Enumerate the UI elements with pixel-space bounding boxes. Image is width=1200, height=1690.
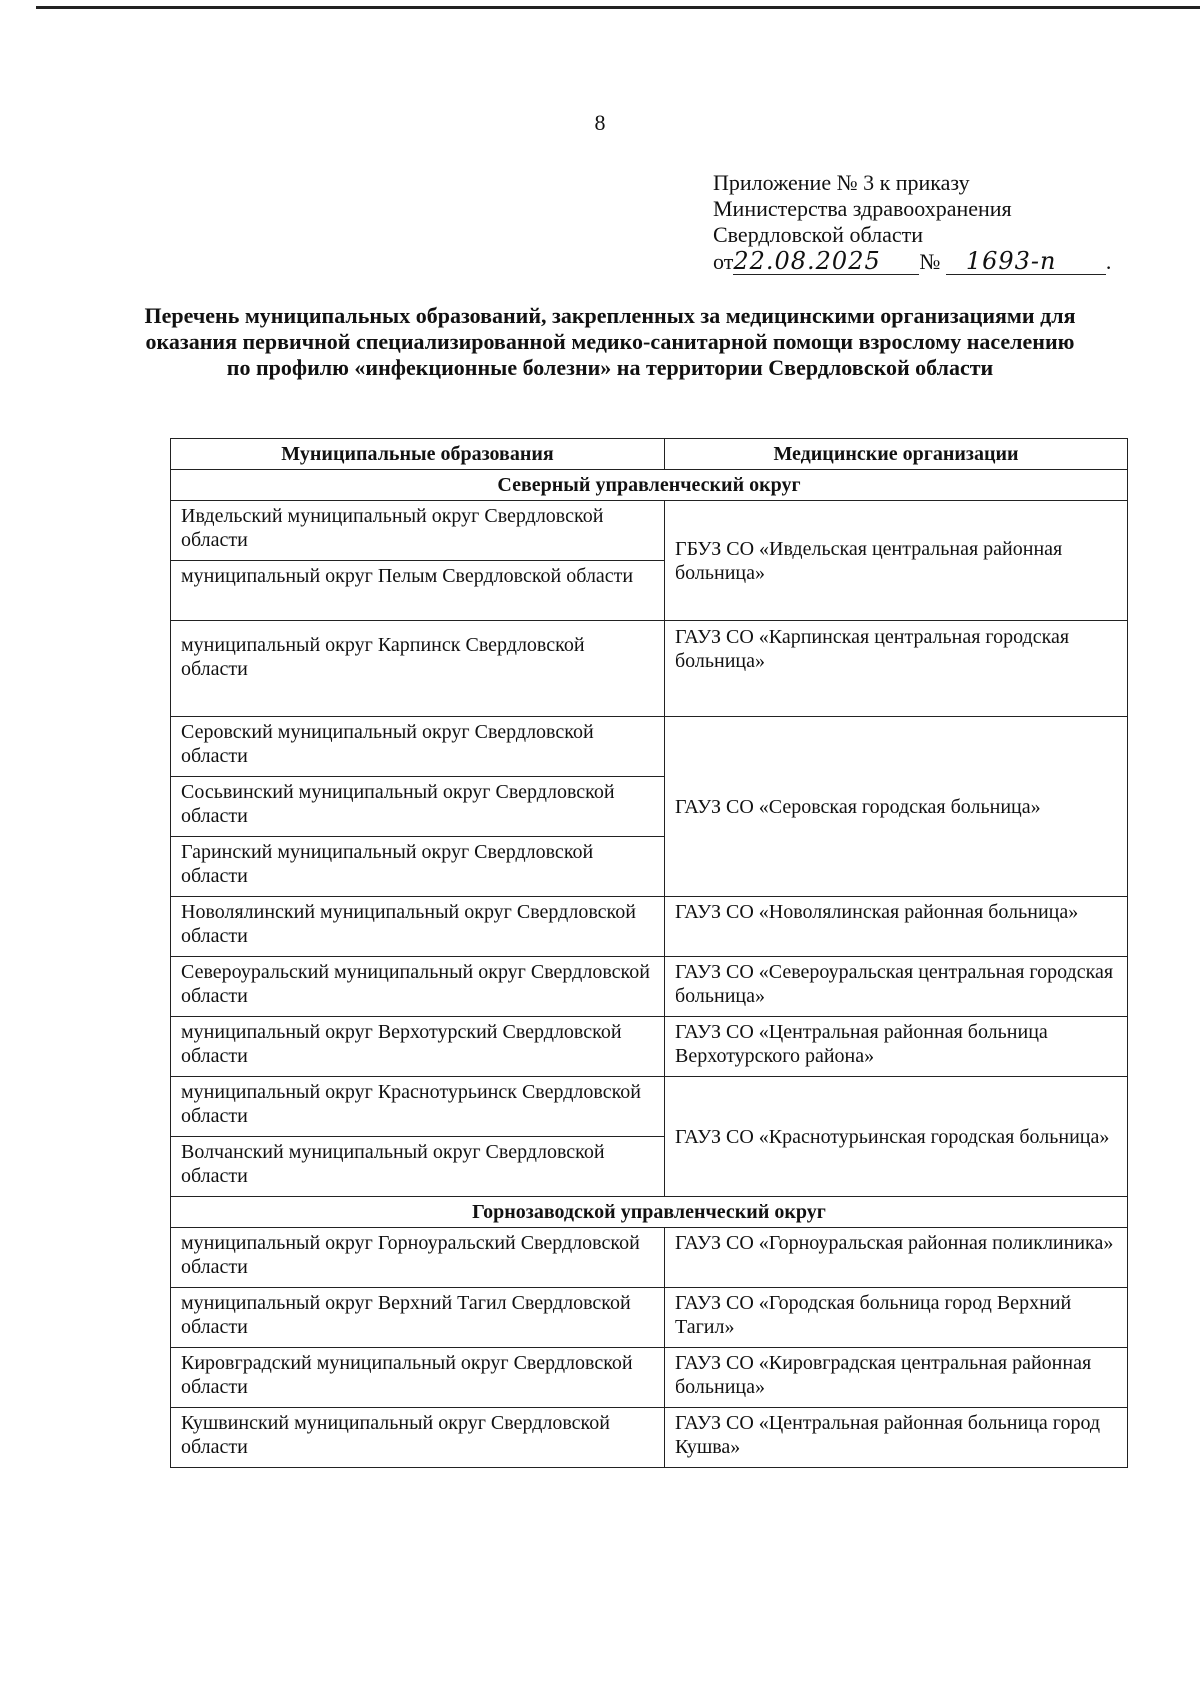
- table-row: [171, 1228, 1128, 1288]
- organization-cell: ГАУЗ СО «Центральная районная больница город Кушва»: [665, 1408, 1128, 1468]
- table-row: [171, 1017, 1128, 1077]
- table-row: [171, 957, 1128, 1017]
- appendix-line-2: Министерства здравоохранения: [713, 196, 1012, 221]
- district-row: [171, 1197, 1128, 1228]
- municipality-cell: Сосьвинский муниципальный округ Свердловской области: [171, 777, 665, 837]
- municipality-cell: Гаринский муниципальный округ Свердловской области: [171, 837, 665, 897]
- municipalities-table: [170, 438, 1128, 1468]
- table-row: [171, 1288, 1128, 1348]
- document-title: Перечень муниципальных образований, закрепленных за медицинскими организациями для оказания первичной специализированной медико-санитарной помощи взрослому населению по профилю «инфекционные болезни» на территории Свердловской области: [144, 303, 1076, 380]
- municipality-cell: Волчанский муниципальный округ Свердловской области: [171, 1137, 665, 1197]
- organization-cell: ГАУЗ СО «Горноуральская районная поликлиника»: [665, 1228, 1128, 1288]
- organization-cell: ГАУЗ СО «Краснотурьинская городская больница»: [665, 1077, 1128, 1197]
- municipality-cell: муниципальный округ Пелым Свердловской области: [171, 561, 665, 621]
- municipality-cell: муниципальный округ Верхотурский Свердловской области: [171, 1017, 665, 1077]
- end-dot: .: [1105, 249, 1112, 274]
- municipality-cell: Кировградский муниципальный округ Свердловской области: [171, 1348, 665, 1408]
- district-name: Северный управленческий округ: [171, 470, 1128, 501]
- table-row: [171, 1077, 1128, 1137]
- organization-cell: ГБУЗ СО «Ивдельская центральная районная больница»: [665, 501, 1128, 621]
- organization-cell: ГАУЗ СО «Серовская городская больница»: [665, 717, 1128, 897]
- district-name: Горнозаводской управленческий округ: [171, 1197, 1128, 1228]
- appendix-date-line: [713, 248, 1111, 275]
- municipality-cell: Ивдельский муниципальный округ Свердловской области: [171, 501, 665, 561]
- organization-cell: ГАУЗ СО «Новолялинская районная больница»: [665, 897, 1128, 957]
- organization-cell: ГАУЗ СО «Городская больница город Верхний Тагил»: [665, 1288, 1128, 1348]
- organization-cell: ГАУЗ СО «Североуральская центральная городская больница»: [665, 957, 1128, 1017]
- municipality-cell: Североуральский муниципальный округ Свердловской области: [171, 957, 665, 1017]
- municipality-cell: Кушвинский муниципальный округ Свердловской области: [171, 1408, 665, 1468]
- organization-cell: ГАУЗ СО «Карпинская центральная городская больница»: [665, 621, 1128, 717]
- table-row: [171, 1408, 1128, 1468]
- table-row: [171, 1348, 1128, 1408]
- district-row: [171, 470, 1128, 501]
- page-number: 8: [594, 110, 606, 135]
- appendix-line-3: Свердловской области: [713, 222, 923, 247]
- municipality-cell: Серовский муниципальный округ Свердловской области: [171, 717, 665, 777]
- header-municipalities: Муниципальные образования: [171, 439, 665, 470]
- table-row: [171, 501, 1128, 561]
- top-rule: [36, 6, 1200, 9]
- table-row: [171, 897, 1128, 957]
- municipality-cell: муниципальный округ Карпинск Свердловской области: [171, 621, 665, 717]
- appendix-line-1: Приложение № 3 к приказу: [713, 170, 970, 195]
- municipality-cell: муниципальный округ Верхний Тагил Свердловской области: [171, 1288, 665, 1348]
- organization-cell: ГАУЗ СО «Центральная районная больница Верхотурского района»: [665, 1017, 1128, 1077]
- appendix-block: [713, 170, 1111, 275]
- municipality-cell: муниципальный округ Горноуральский Свердловской области: [171, 1228, 665, 1288]
- organization-cell: ГАУЗ СО «Кировградская центральная районная больница»: [665, 1348, 1128, 1408]
- handwritten-number: 1693-п: [946, 248, 1106, 275]
- municipality-cell: муниципальный округ Краснотурьинск Свердловской области: [171, 1077, 665, 1137]
- municipality-cell: Новолялинский муниципальный округ Свердловской области: [171, 897, 665, 957]
- table-header-row: [171, 439, 1128, 470]
- number-label: №: [919, 249, 941, 274]
- handwritten-date: 22.08.2025: [733, 248, 919, 275]
- from-label: от: [713, 249, 734, 274]
- table-row: [171, 621, 1128, 717]
- table-row: [171, 717, 1128, 777]
- header-organizations: Медицинские организации: [665, 439, 1128, 470]
